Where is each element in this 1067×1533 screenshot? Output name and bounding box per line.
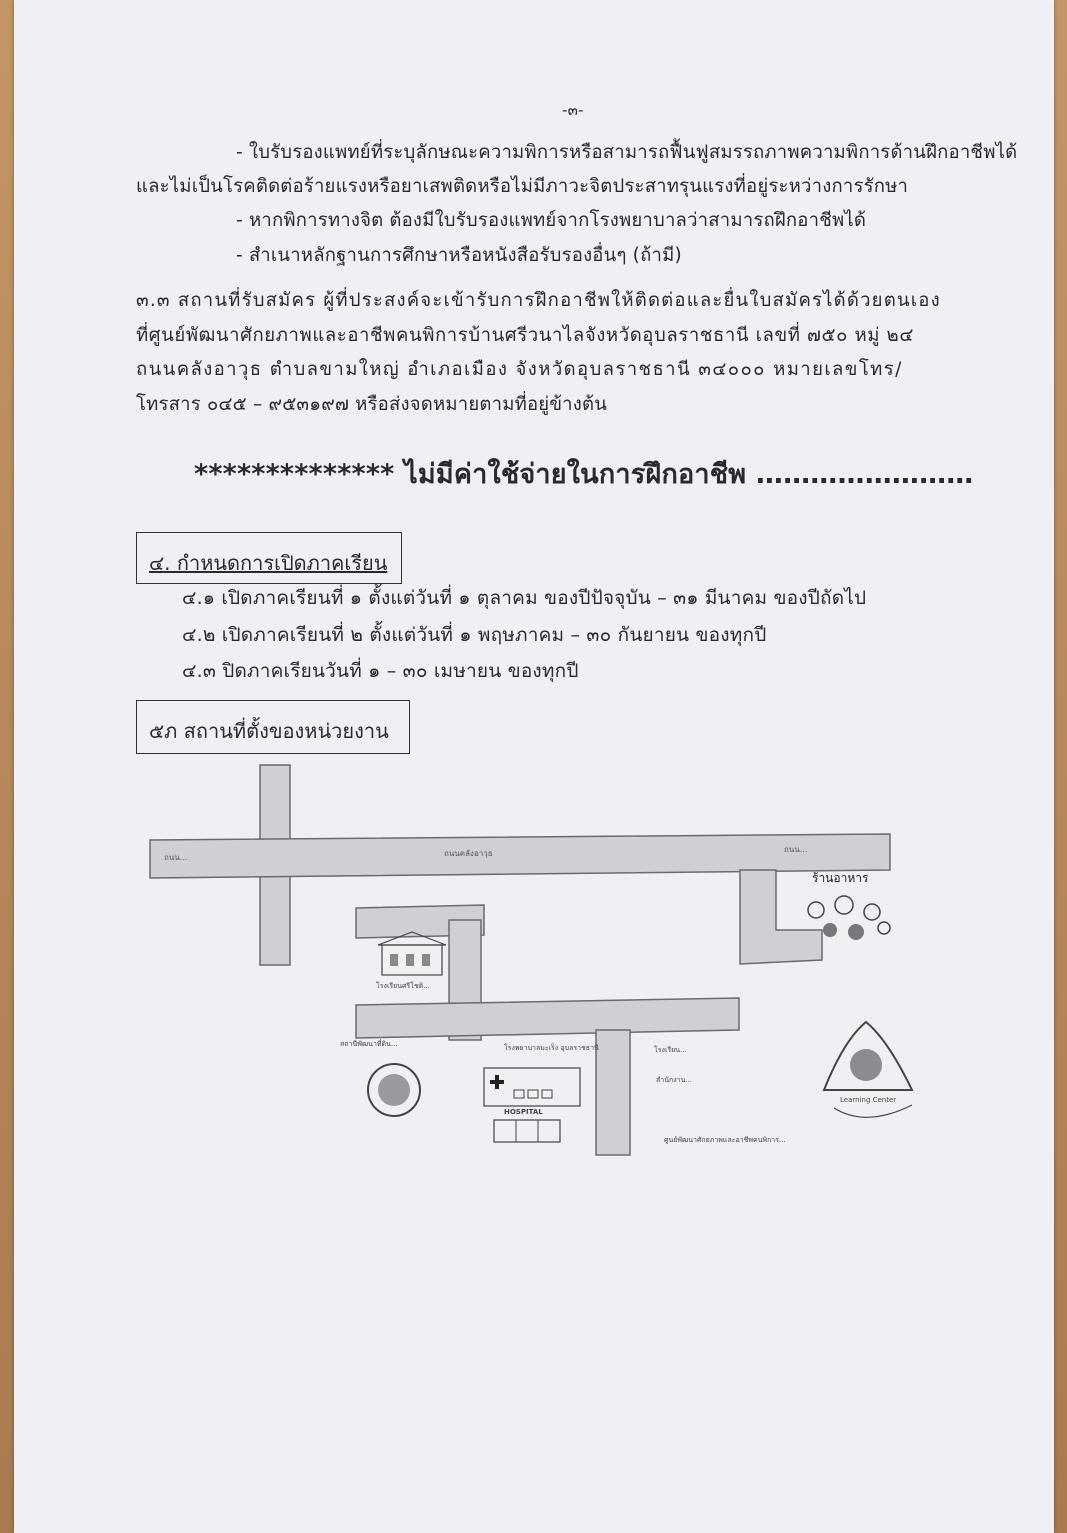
school-building-icon bbox=[378, 932, 446, 975]
section-3-3-line-4: โทรสาร ๐๔๕ – ๙๕๓๑๙๗ หรือส่งจดหมายตามที่อยู่ข้างต้น bbox=[136, 394, 608, 415]
section-5-title: ๕ภ สถานที่ตั้งของหน่วยงาน bbox=[149, 719, 389, 743]
road-lower-horizontal bbox=[356, 998, 739, 1038]
hospital-icon bbox=[484, 1068, 580, 1142]
place-label-school: โรงเรียนศรีโชติ... bbox=[376, 982, 430, 990]
free-training-notice: ************** ไม่มีค่าใช้จ่ายในการฝึกอาชีพ …………………… bbox=[194, 459, 974, 490]
road-label: ถนนคลังอาวุธ bbox=[444, 849, 493, 858]
road-horizontal-main bbox=[150, 834, 890, 878]
learning-center-label: Learning Center bbox=[840, 1096, 897, 1104]
bullet-medical-cert-cont: และไม่เป็นโรคติดต่อร้ายแรงหรือยาเสพติดหรือไม่มีภาวะจิตประสาทรุนแรงที่อยู่ระหว่างการรักษา bbox=[136, 176, 909, 197]
document-page bbox=[14, 0, 1054, 1533]
semester-item: ๔.๑ เปิดภาคเรียนที่ ๑ ตั้งแต่วันที่ ๑ ตุลาคม ของปีปัจจุบัน – ๓๑ มีนาคม ของปีถัดไป bbox=[182, 587, 867, 609]
page-number: -๓- bbox=[562, 101, 584, 119]
section-3-3-line-2: ที่ศูนย์พัฒนาศักยภาพและอาชีพคนพิการบ้านศรีวนาไลจังหวัดอุบลราชธานี เลขที่ ๗๕๐ หมู่ ๒๔ bbox=[136, 325, 914, 346]
map-drawing bbox=[144, 760, 944, 1170]
road-label: ถนน... bbox=[784, 845, 808, 854]
section-3-3-line-3: ถนนคลังอาวุธ ตำบลขามใหญ่ อำเภอเมือง จังหวัดอุบลราชธานี ๓๔๐๐๐ หมายเลขโทร/ bbox=[136, 359, 903, 380]
road-right-bend bbox=[740, 870, 822, 964]
place-label-hospital: โรงพยาบาลมะเร็ง อุบลราชธานี bbox=[504, 1044, 599, 1052]
bullet-medical-cert: - ใบรับรองแพทย์ที่ระบุลักษณะความพิการหรือสามารถฟื้นฟูสมรรถภาพความพิการด้านฝึกอาชีพได้ bbox=[236, 142, 1018, 163]
section-5-title-box bbox=[136, 700, 410, 754]
road-label: ถนน... bbox=[164, 853, 188, 862]
restaurant-label: ร้านอาหาร bbox=[812, 871, 869, 885]
semester-item: ๔.๒ เปิดภาคเรียนที่ ๒ ตั้งแต่วันที่ ๑ พฤษภาคม – ๓๐ กันยายน ของทุกปี bbox=[182, 624, 767, 646]
semester-item: ๔.๓ ปิดภาคเรียนวันที่ ๑ – ๓๐ เมษายน ของทุกปี bbox=[182, 660, 579, 682]
location-map bbox=[144, 760, 944, 1170]
section-3-3-line-1: ๓.๓ สถานที่รับสมัคร ผู้ที่ประสงค์จะเข้ารับการฝึกอาชีพให้ติดต่อและยื่นใบสมัครได้ด้วยตนเอง bbox=[136, 290, 941, 311]
bullet-education-docs: - สำเนาหลักฐานการศึกษาหรือหนังสือรับรองอื่นๆ (ถ้ามี) bbox=[236, 245, 682, 266]
place-label: สำนักงาน... bbox=[656, 1076, 693, 1084]
bullet-mental-disability: - หากพิการทางจิต ต้องมีใบรับรองแพทย์จากโรงพยาบาลว่าสามารถฝึกอาชีพได้ bbox=[236, 210, 867, 231]
place-label: โรงเรียน... bbox=[654, 1046, 687, 1054]
hospital-label: HOSPITAL bbox=[504, 1108, 543, 1116]
government-seal-icon bbox=[368, 1064, 420, 1116]
place-label-center: ศูนย์พัฒนาศักยภาพและอาชีพคนพิการ... bbox=[664, 1136, 786, 1144]
road-lower-vertical bbox=[596, 1030, 630, 1155]
section-4-title-box bbox=[136, 532, 402, 584]
section-4-title: ๔. กำหนดการเปิดภาคเรียน bbox=[149, 551, 388, 575]
place-label-land-dev: สถานีพัฒนาที่ดิน... bbox=[340, 1040, 398, 1048]
